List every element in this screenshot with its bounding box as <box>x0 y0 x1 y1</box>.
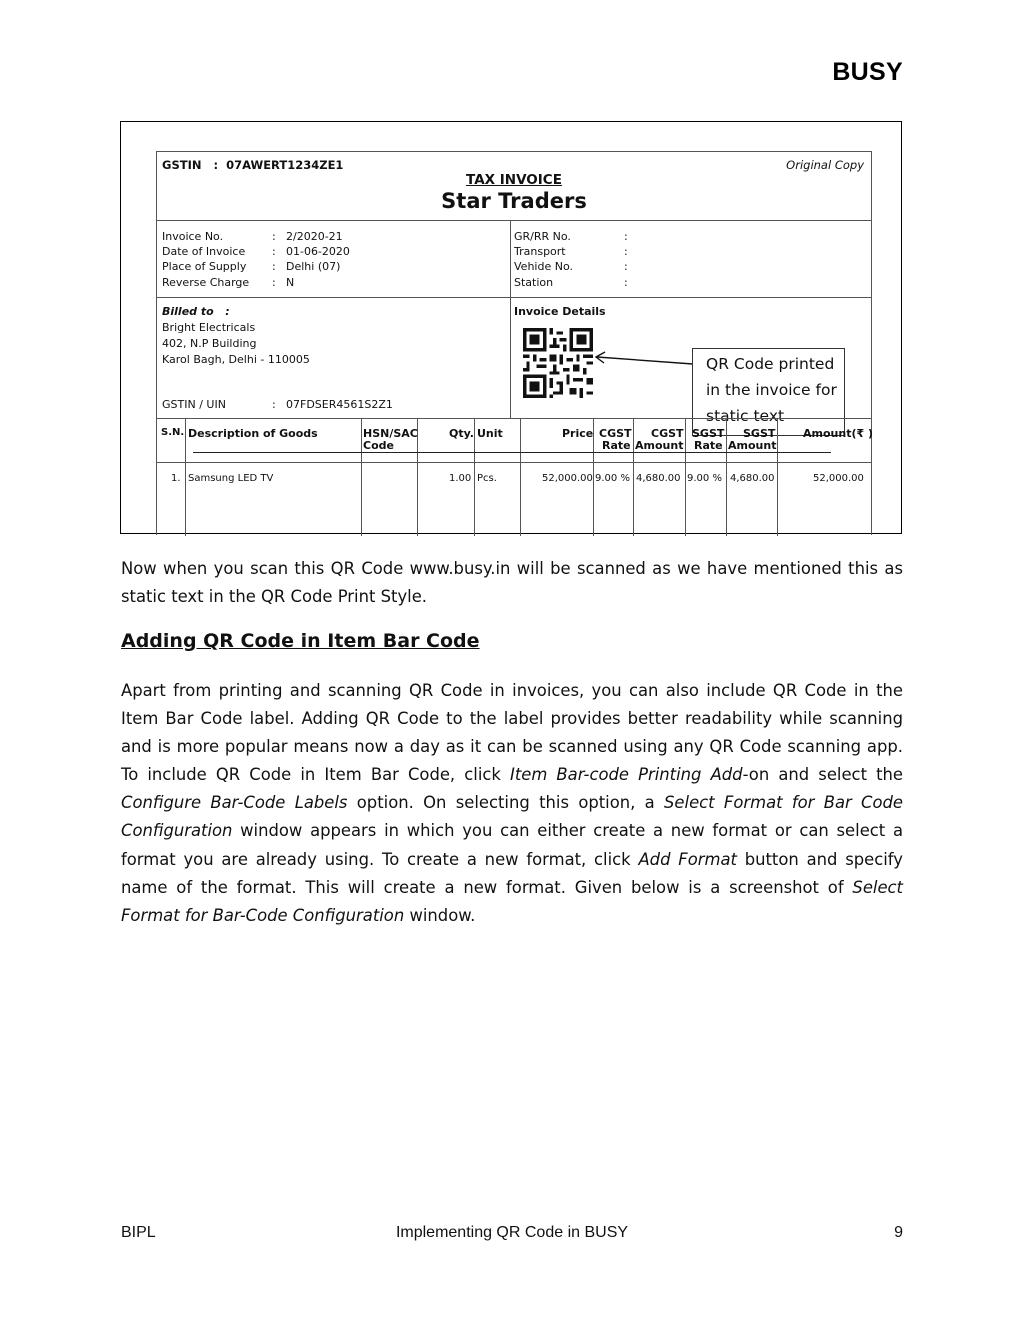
billed-to-text: Billed to <box>162 305 214 318</box>
qr-callout-line: QR Code printed <box>706 355 835 373</box>
cell-price: 52,000.00 <box>542 473 593 484</box>
col-sgst-amt: SGST <box>743 427 776 440</box>
col-desc: Description of Goods <box>188 427 318 440</box>
detail-label: Station <box>514 276 554 289</box>
divider <box>157 418 871 419</box>
detail-sep: : <box>272 260 276 273</box>
detail-sep: : <box>272 245 276 258</box>
billed-line: Karol Bagh, Delhi - 110005 <box>162 353 310 366</box>
cell-qty: 1.00 <box>449 473 472 484</box>
divider <box>510 220 511 418</box>
detail-sep: : <box>624 260 628 273</box>
divider <box>157 297 871 298</box>
col-cgst-amt: CGST <box>651 427 684 440</box>
footer-title: Implementing QR Code in BUSY <box>395 1224 629 1241</box>
detail-label: GR/RR No. <box>514 230 571 243</box>
text-run-italic: Item Bar-code Printing Add <box>510 765 743 785</box>
col-sgst-amt-sub: Amount <box>728 439 777 452</box>
paragraph-scan-note: Now when you scan this QR Code www.busy.in will be scanned as we have mentioned this as static text in the QR Code Print Style. <box>121 559 903 607</box>
text-run-italic: Configure Bar-Code Labels <box>121 793 348 813</box>
detail-value: N <box>286 276 295 289</box>
footer-left: BIPL <box>121 1224 156 1241</box>
brand-header: BUSY <box>832 58 903 86</box>
col-price: Price <box>562 427 594 440</box>
qr-callout-line: in the invoice for <box>706 381 837 399</box>
gstin-uin-label: GSTIN / UIN <box>162 398 226 411</box>
cell-unit: Pcs. <box>477 473 497 484</box>
detail-label: Reverse Charge <box>162 276 250 289</box>
col-sgst-rate-sub: Rate <box>694 439 723 452</box>
detail-value: 01-06-2020 <box>286 245 350 258</box>
gstin-value: 07AWERT1234ZE1 <box>226 158 344 172</box>
cell-sgst-amt: 4,680.00 <box>730 473 775 484</box>
invoice-details-label: Invoice Details <box>514 305 606 318</box>
cell-cgst-amt: 4,680.00 <box>636 473 681 484</box>
detail-value: 2/2020-21 <box>286 230 343 243</box>
col-hsn-code: Code <box>363 439 394 452</box>
detail-label: Transport <box>514 245 566 258</box>
pointer-arrow-icon <box>593 348 695 378</box>
col-hsn: HSN/SAC <box>363 427 418 440</box>
text-run-italic: Select Format for Bar Code Configuration <box>121 793 904 841</box>
cell-cgst-rate: 9.00 % <box>595 473 630 484</box>
qr-callout <box>692 348 845 436</box>
billed-to-sep: : <box>225 305 230 318</box>
col-unit: Unit <box>477 427 503 440</box>
cell-amount: 52,000.00 <box>813 473 864 484</box>
qr-code-icon <box>523 328 593 398</box>
col-sn: S.N. <box>161 427 185 438</box>
col-cgst-rate: CGST <box>599 427 632 440</box>
text-run-italic: Add Format <box>638 849 737 869</box>
col-cgst-rate-sub: Rate <box>602 439 631 452</box>
col-cgst-amt-sub: Amount <box>635 439 684 452</box>
billed-line: 402, N.P Building <box>162 337 257 350</box>
invoice-screenshot <box>120 121 902 534</box>
detail-sep: : <box>624 245 628 258</box>
paragraph-item-barcode <box>121 677 903 930</box>
gstin-uin-sep: : <box>272 398 276 411</box>
detail-label: Date of Invoice <box>162 245 246 258</box>
text-run: window appears in which you can either create a new format or can select a format you are already using. To create a new format, click <box>121 821 903 869</box>
company-name: Star Traders <box>441 189 587 213</box>
invoice-document <box>156 151 872 535</box>
billed-line: Bright Electricals <box>162 321 256 334</box>
detail-label: Invoice No. <box>162 230 224 243</box>
text-run: window. <box>404 905 476 925</box>
cell-sgst-rate: 9.00 % <box>687 473 722 484</box>
text-run-italic: Select Format for Bar-Code Configuration <box>121 877 903 925</box>
divider <box>157 220 871 221</box>
billed-to-label <box>162 304 230 319</box>
text-run: Apart from printing and scanning QR Code in invoices, you can also include QR Code in the Item Bar Code label. Adding QR Code to the label provides better readability while scanning and is more popular means now a day as it can be scanned using any QR Code scanning app. To include QR Code in Item Bar Code, click <box>121 681 903 785</box>
detail-label: Vehide No. <box>514 260 573 273</box>
text-run: -on and select the <box>742 765 904 785</box>
detail-label: Place of Supply <box>162 260 247 273</box>
col-sgst-rate: SGST <box>692 427 725 440</box>
section-heading: Adding QR Code in Item Bar Code <box>121 630 480 652</box>
detail-sep: : <box>272 276 276 289</box>
gstin-line <box>162 158 343 173</box>
copy-label: Original Copy <box>786 158 864 172</box>
detail-sep: : <box>272 230 276 243</box>
qr-callout-line: static text <box>706 407 785 425</box>
gstin-sep: : <box>213 158 219 172</box>
detail-sep: : <box>624 230 628 243</box>
gstin-label: GSTIN <box>162 158 202 172</box>
doc-title: TAX INVOICE <box>466 172 562 188</box>
col-qty: Qty. <box>449 427 474 440</box>
col-amount: Amount(₹ ) <box>803 427 873 440</box>
text-run: option. On selecting this option, a <box>347 793 665 813</box>
detail-value: Delhi (07) <box>286 260 341 273</box>
cell-desc: Samsung LED TV <box>188 473 274 484</box>
gstin-uin-value: 07FDSER4561S2Z1 <box>286 398 393 411</box>
detail-sep: : <box>624 276 628 289</box>
text-run: button and specify name of the format. This will create a new format. Given below is a screenshot of <box>121 849 903 897</box>
cell-sn: 1. <box>171 473 181 484</box>
page-number: 9 <box>894 1224 903 1241</box>
